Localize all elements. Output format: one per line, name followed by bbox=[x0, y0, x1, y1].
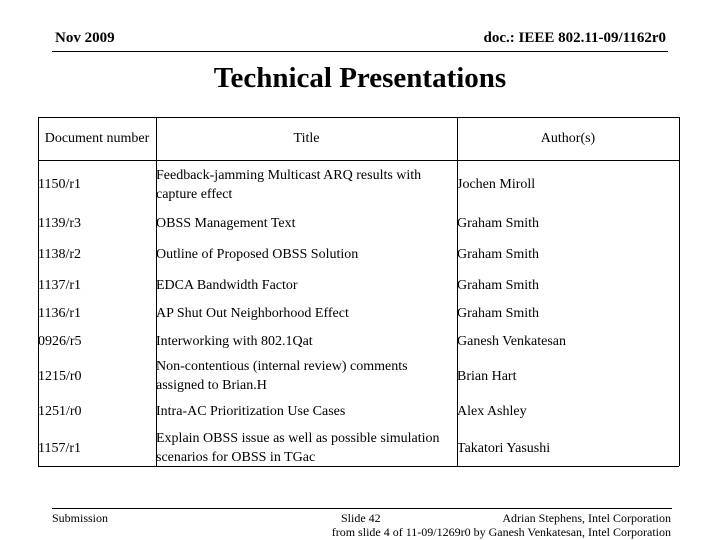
cell-author: Jochen Miroll bbox=[457, 177, 536, 192]
cell-title: Non-contentious (internal review) comments assigned to Brian.H bbox=[156, 359, 408, 393]
cell-author: Graham Smith bbox=[457, 216, 540, 231]
cell-author: Graham Smith bbox=[457, 278, 540, 293]
table-header-row bbox=[38, 117, 679, 161]
header-document-number: Document number bbox=[44, 131, 150, 146]
cell-doc-number: 1139/r3 bbox=[38, 216, 82, 231]
cell-author: Takatori Yasushi bbox=[457, 440, 551, 456]
table-border-right bbox=[679, 117, 680, 466]
header-title: Title bbox=[293, 131, 320, 146]
cell-author: Graham Smith bbox=[457, 247, 540, 262]
table-border-col1 bbox=[156, 117, 157, 466]
table-border-col2 bbox=[457, 117, 458, 466]
footer-source-note: from slide 4 of 11-09/1269r0 by Ganesh Venkatesan, Intel Corporation bbox=[331, 525, 671, 539]
cell-doc-number: 1138/r2 bbox=[38, 247, 82, 262]
header-authors: Author(s) bbox=[540, 131, 596, 146]
table-row bbox=[38, 161, 679, 208]
cell-title: OBSS Management Text bbox=[156, 216, 296, 231]
cell-author: Alex Ashley bbox=[457, 403, 527, 419]
cell-title: EDCA Bandwidth Factor bbox=[156, 278, 298, 293]
table-row bbox=[38, 270, 679, 301]
header-rule bbox=[52, 51, 668, 52]
table-row bbox=[38, 356, 679, 396]
footer-slide-number: Slide 42 bbox=[341, 511, 381, 525]
cell-title: Explain OBSS issue as well as possible simulation scenarios for OBSS in TGac bbox=[156, 431, 440, 465]
table-row bbox=[38, 208, 679, 239]
page-title: Technical Presentations bbox=[213, 62, 507, 94]
table-row bbox=[38, 396, 679, 426]
cell-doc-number: 1150/r1 bbox=[38, 177, 82, 192]
table-row bbox=[38, 326, 679, 356]
cell-author: Brian Hart bbox=[457, 368, 517, 384]
cell-doc-number: 1215/r0 bbox=[38, 368, 82, 384]
cell-author: Ganesh Venkatesan bbox=[457, 333, 566, 349]
cell-doc-number: 0926/r5 bbox=[38, 333, 82, 349]
footer-affiliation: Adrian Stephens, Intel Corporation bbox=[502, 511, 671, 525]
header-date: Nov 2009 bbox=[55, 30, 115, 46]
cell-author: Graham Smith bbox=[457, 306, 540, 321]
cell-doc-number: 1136/r1 bbox=[38, 306, 82, 321]
table-row bbox=[38, 239, 679, 270]
footer-rule bbox=[52, 508, 672, 509]
cell-doc-number: 1251/r0 bbox=[38, 403, 82, 419]
presentations-table bbox=[38, 117, 679, 470]
table-row bbox=[38, 301, 679, 326]
cell-doc-number: 1137/r1 bbox=[38, 278, 82, 293]
cell-title: Outline of Proposed OBSS Solution bbox=[156, 247, 359, 262]
header-doc-id: doc.: IEEE 802.11-09/1162r0 bbox=[483, 30, 666, 46]
table-border-bottom bbox=[38, 466, 679, 467]
cell-doc-number: 1157/r1 bbox=[38, 440, 82, 456]
table-border-header bbox=[38, 160, 679, 161]
cell-title: Interworking with 802.1Qat bbox=[156, 333, 313, 349]
cell-title: AP Shut Out Neighborhood Effect bbox=[156, 306, 349, 321]
table-row bbox=[38, 426, 679, 470]
footer-submission: Submission bbox=[52, 511, 109, 525]
table-border-left bbox=[38, 117, 39, 466]
table-border-top bbox=[38, 117, 679, 118]
cell-title: Intra-AC Prioritization Use Cases bbox=[156, 403, 346, 419]
cell-title: Feedback-jamming Multicast ARQ results with capture effect bbox=[156, 167, 422, 202]
